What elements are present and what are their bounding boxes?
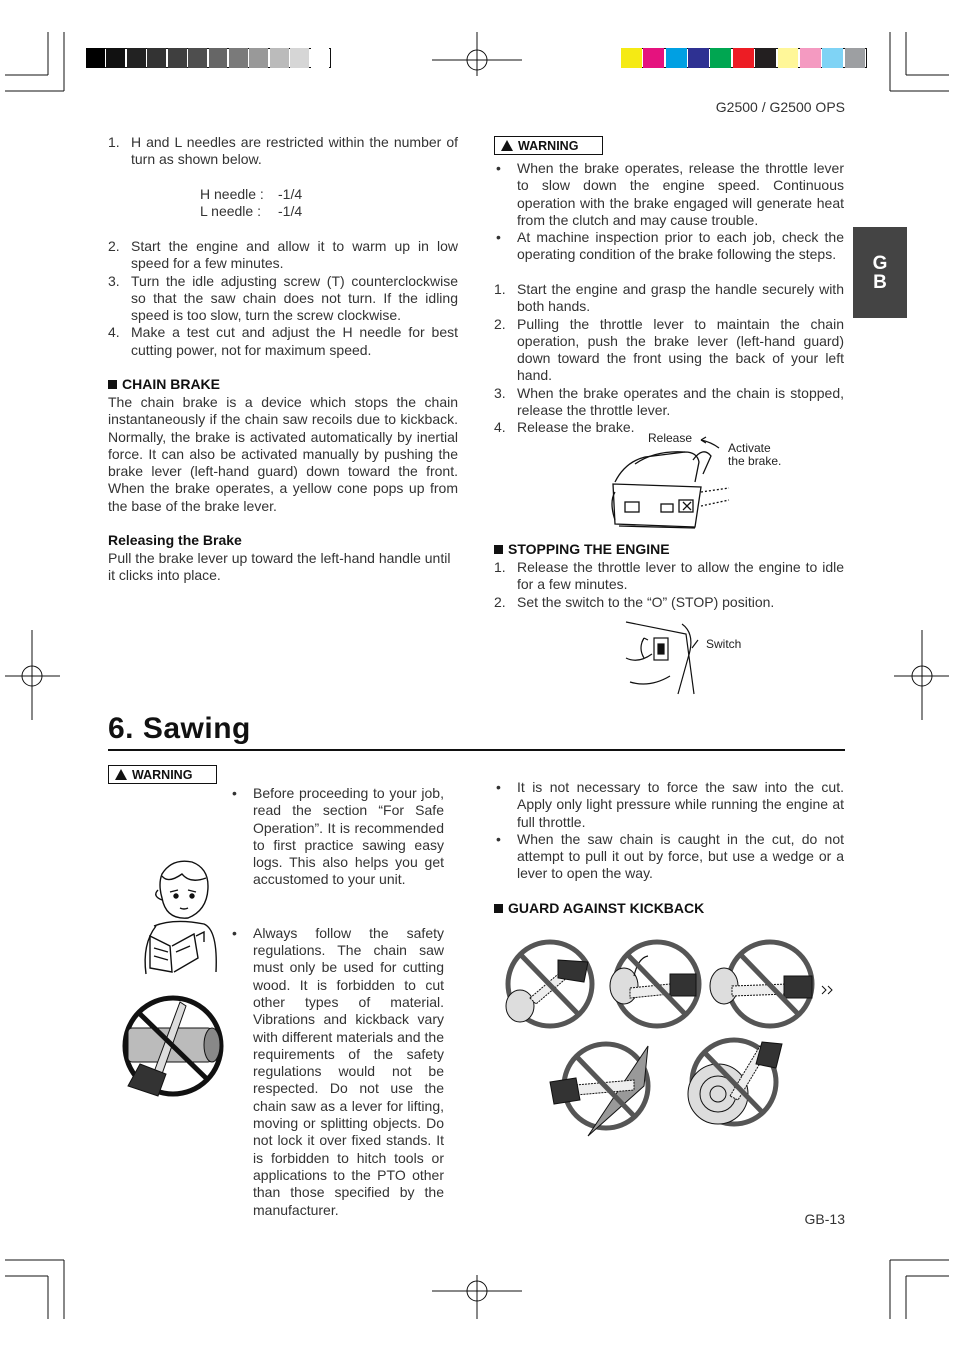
color-swatch [845,48,866,68]
list-item: 1. H and L needles are restricted within the number of turn as shown below. [108,134,458,168]
list-item: • It is not necessary to force the saw into the cut. Apply only light pressure while running the engine at full throttle. [494,779,844,831]
warning-label: WARNING [494,136,603,155]
square-bullet-icon [494,545,503,554]
color-swatch [270,48,289,68]
stopping-steps [494,559,844,611]
list-item: 1. Release the throttle lever to allow the engine to idle for a few minutes. [494,559,844,593]
model-header: G2500 / G2500 OPS [715,99,845,115]
kickback-heading: GUARD AGAINST KICKBACK [494,900,704,917]
list-item: 2. Start the engine and allow it to warm up in low speed for a few minutes. [108,238,458,272]
needle-h-value: -1/4 [278,186,303,202]
warning-triangle-icon [501,140,513,151]
tab-letter-g: G [872,253,888,274]
color-swatch [755,48,776,68]
color-swatch [666,48,687,68]
needle-h-label: H needle : [200,186,264,202]
brake-label-activate-2: the brake. [728,454,782,468]
color-swatch [188,48,207,68]
list-item: • Always follow the safety regulations. The chain saw must only be used for cutting wood. It is forbidden to cut other types of material. Vibrations and kickback vary with different materials and the requirements of the safety regulations would not be respected. Do not use the chain saw as a lever for lifting, moving or splitting objects. Do not lock it over fixed stands. It is forbidden to hitch tools or applications to the PTO other than those specified by the manufacturer. [230,925,444,1219]
color-swatch [86,48,105,68]
list-item: • Before proceeding to your job, read the section “For Safe Operation”. It is recommended to first practice sawing easy logs. This also helps you get accustomed to your unit. [230,785,444,889]
color-swatch [249,48,268,68]
color-swatch [311,48,330,68]
brake-check-steps [494,281,844,437]
section-rule [108,749,845,751]
color-swatch [778,48,799,68]
square-bullet-icon [494,904,503,913]
list-item: 2. Set the switch to the “O” (STOP) position. [494,593,775,610]
adjust-step-list [108,238,458,359]
chain-brake-heading: CHAIN BRAKE [108,376,220,393]
releasing-brake-text: Pull the brake lever up toward the left-hand handle until it clicks into place. [108,550,451,584]
color-swatch [290,48,309,68]
color-swatch [209,48,228,68]
list-item: 3. When the brake operates and the chain is stopped, release the throttle lever. [494,384,844,419]
color-swatch [147,48,166,68]
brake-warning-list [494,160,844,264]
color-swatch [710,48,731,68]
page-number: GB-13 [804,1211,845,1227]
list-item: 4. Make a test cut and adjust the H needle for best cutting power, not for maximum speed. [108,324,458,358]
list-item: 4. Release the brake. [494,419,635,436]
color-swatch [106,48,125,68]
no-cutting-pipe-illustration [120,994,228,1100]
color-swatch [229,48,248,68]
color-swatch [733,48,754,68]
brake-label-activate: Activate [728,441,771,455]
needle-l-value: -1/4 [278,203,303,219]
needle-step-list [108,134,458,169]
list-item: 2. Pulling the throttle lever to maintain the chain operation, push the brake lever (left-hand guard) down toward the front using the back of your left hand. [494,315,844,384]
color-swatch [168,48,187,68]
tab-letter-b: B [873,272,887,293]
sawing-left-bullets [230,785,444,1219]
switch-illustration [622,618,704,698]
kickback-illustrations [500,936,845,1141]
brake-label-release: Release [648,431,693,445]
square-bullet-icon [108,380,117,389]
list-item: 3. Turn the idle adjusting screw (T) counterclockwise so that the saw chain does not turn. If the idling speed is too slow, turn the screw clockwise. [108,272,458,324]
language-tab [853,227,907,318]
sawing-warning-label: WARNING [108,765,217,784]
chain-brake-text: The chain brake is a device which stops the chain instantaneously if the chain saw recoils due to kickback. Normally, the brake is activated automatically by inertial force. It can also be activated manually by pushing the brake lever (left-hand guard) down toward the front. When the brake operates, a yellow cone pops up from the base of the brake lever. [108,394,458,514]
needle-l-label: L needle : [200,203,261,219]
color-swatch [127,48,146,68]
color-swatch [822,48,843,68]
warning-triangle-icon [115,769,127,780]
list-item: • When the saw chain is caught in the cut, do not attempt to pull it out by force, but use a wedge or a lever to open the way. [494,831,844,883]
sawing-section-title: 6. Sawing [108,712,251,745]
color-swatch [643,48,664,68]
releasing-brake-heading: Releasing the Brake [108,532,242,548]
color-swatch [621,48,642,68]
list-item: 1. Start the engine and grasp the handle securely with both hands. [494,281,844,315]
sawing-right-bullets [494,779,844,883]
color-swatch [800,48,821,68]
reading-man-illustration [136,856,220,976]
list-item: • At machine inspection prior to each job, check the operating condition of the brake following the steps. [494,229,844,264]
stopping-engine-heading: STOPPING THE ENGINE [494,541,670,558]
brake-chainsaw-illustration [605,432,735,532]
list-item: • When the brake operates, release the throttle lever to slow down the engine speed. Continuous operation with the brake engaged will generate heat from the clutch and may cause trouble. [494,160,844,229]
color-swatch [688,48,709,68]
switch-label: Switch [706,637,742,651]
